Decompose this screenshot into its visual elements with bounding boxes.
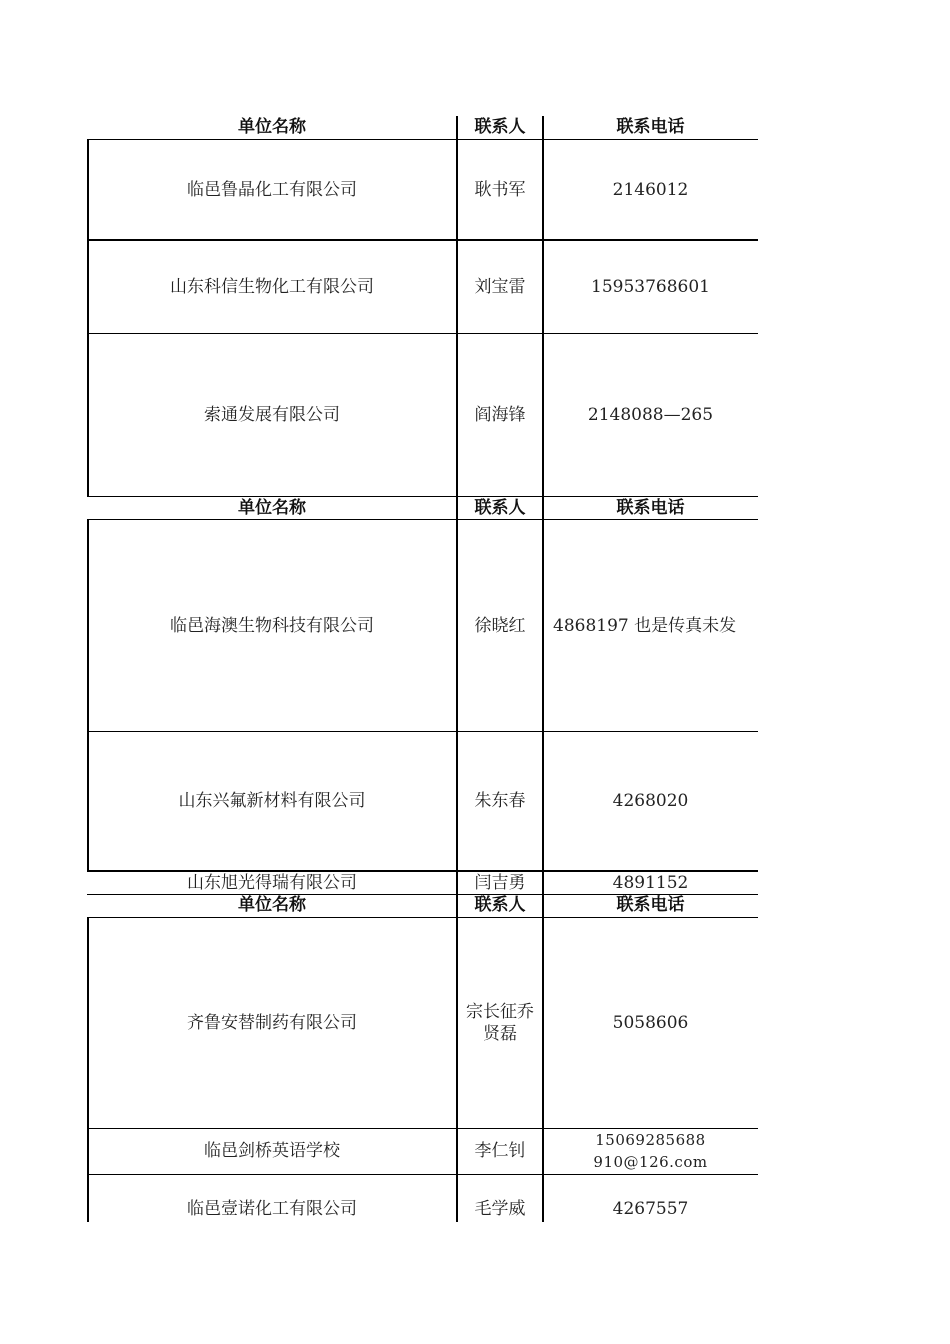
contact-person-cell: 闫吉勇 xyxy=(474,873,526,893)
header-unit-name: 单位名称 xyxy=(238,895,306,915)
table-row xyxy=(87,139,758,240)
grid-line-row xyxy=(87,1128,758,1129)
grid-line-row xyxy=(87,731,758,732)
phone-cell: 4891152 xyxy=(612,873,689,893)
phone-cell: 4268020 xyxy=(612,791,689,811)
table-row xyxy=(87,917,758,1128)
contact-person-cell: 刘宝雷 xyxy=(474,276,526,297)
phone-cell: 2146012 xyxy=(612,179,689,200)
contact-person-cell: 李仁钊 xyxy=(474,1141,526,1161)
unit-name-cell: 齐鲁安替制药有限公司 xyxy=(187,1012,357,1033)
table-header xyxy=(87,496,758,520)
grid-line-left xyxy=(87,139,89,497)
grid-line-row xyxy=(87,870,758,872)
table-row xyxy=(87,1174,758,1222)
phone-cell: 5058606 xyxy=(612,1012,689,1033)
contact-person-cell: 宗长征乔贤磊 xyxy=(466,1001,534,1044)
header-unit-name: 单位名称 xyxy=(238,117,306,137)
phone-cell: 15069285688 910@126.com xyxy=(593,1131,708,1171)
contact-person-cell: 阎海锋 xyxy=(474,404,526,425)
unit-name-cell: 临邑壹诺化工有限公司 xyxy=(187,1199,357,1219)
unit-name-cell: 临邑剑桥英语学校 xyxy=(204,1141,340,1161)
table-row xyxy=(87,871,758,894)
unit-name-cell: 山东科信生物化工有限公司 xyxy=(170,276,374,297)
contact-person-cell: 毛学威 xyxy=(474,1199,526,1219)
table-header xyxy=(87,116,758,139)
grid-line-left xyxy=(87,520,89,871)
header-contact-person: 联系人 xyxy=(474,498,526,518)
table-row xyxy=(87,731,758,871)
grid-line-col2 xyxy=(456,116,458,1222)
contact-person-cell: 耿书军 xyxy=(474,179,526,200)
unit-name-cell: 山东旭光得瑞有限公司 xyxy=(187,873,357,893)
grid-line-left xyxy=(87,917,89,1222)
unit-name-cell: 索通发展有限公司 xyxy=(204,404,340,425)
header-contact-person: 联系人 xyxy=(474,895,526,915)
table-row xyxy=(87,1128,758,1174)
header-phone: 联系电话 xyxy=(616,117,685,137)
header-phone: 联系电话 xyxy=(616,498,685,518)
phone-cell: 15953768601 xyxy=(591,276,710,297)
header-unit-name: 单位名称 xyxy=(238,498,306,518)
contact-person-cell: 朱东春 xyxy=(474,791,526,811)
contact-person-cell: 徐晓红 xyxy=(474,615,526,636)
phone-cell: 2148088—265 xyxy=(587,404,714,425)
grid-line-row xyxy=(87,333,758,334)
header-contact-person: 联系人 xyxy=(474,117,526,137)
grid-line-row xyxy=(87,519,758,520)
phone-cell: 4267557 xyxy=(612,1199,689,1219)
grid-line-row xyxy=(87,894,758,895)
table-row xyxy=(87,520,758,731)
grid-line-row xyxy=(87,917,758,918)
unit-name-cell: 临邑鲁晶化工有限公司 xyxy=(187,179,357,200)
phone-cell: 4868197 也是传真未发 xyxy=(553,615,737,636)
table-row xyxy=(87,333,758,496)
grid-line-row xyxy=(87,1174,758,1175)
grid-line-row xyxy=(87,239,758,241)
unit-name-cell: 临邑海澳生物科技有限公司 xyxy=(170,615,374,636)
unit-name-cell: 山东兴氟新材料有限公司 xyxy=(178,791,366,811)
table-header xyxy=(87,894,758,917)
table-row xyxy=(87,240,758,333)
grid-line-row xyxy=(87,139,758,140)
grid-line-col3 xyxy=(542,116,544,1222)
header-phone: 联系电话 xyxy=(616,895,685,915)
grid-line-row xyxy=(87,496,758,497)
